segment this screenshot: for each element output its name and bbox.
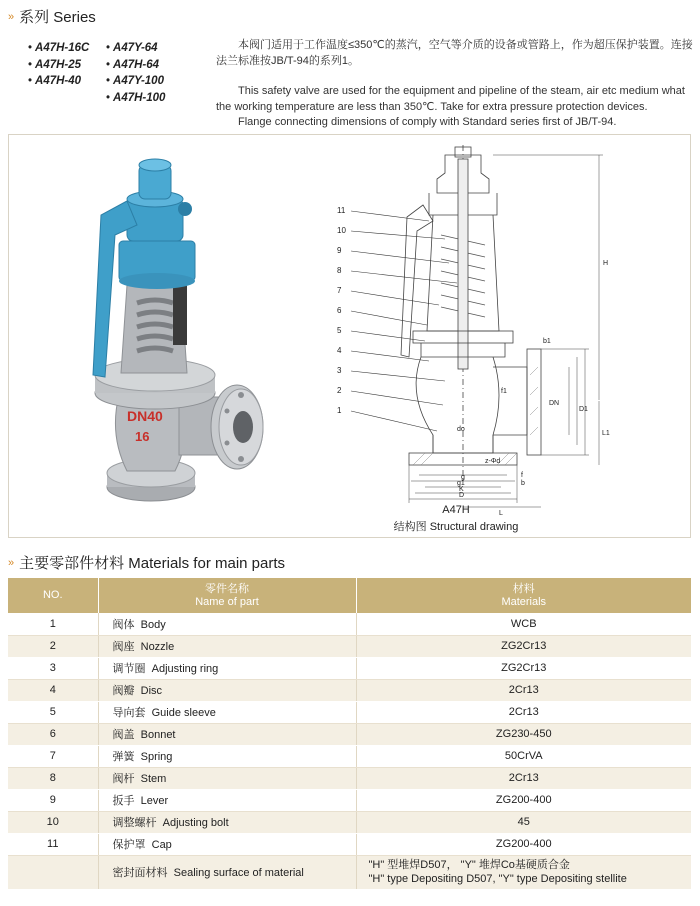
row-number: 2 <box>8 635 98 657</box>
bullet-icon: • <box>28 75 33 87</box>
part-number-label: 5 <box>337 326 342 335</box>
dim-label-d: D <box>459 492 465 499</box>
table-row <box>8 767 691 789</box>
sealing-material-line-1: "H" 型堆焊D507， "Y" 堆焊Co基硬质合金 <box>368 859 570 871</box>
part-name-cell <box>98 657 356 679</box>
part-number-label: 3 <box>337 366 342 375</box>
table-row <box>8 745 691 767</box>
part-number-label: 2 <box>337 386 342 395</box>
part-name-en: Body <box>140 618 166 631</box>
model-item <box>28 73 118 90</box>
row-number: 4 <box>8 679 98 701</box>
model-name: A47H-16C <box>35 42 90 54</box>
figure-panel <box>8 134 691 538</box>
material-cell: ZG2Cr13 <box>356 635 691 657</box>
part-name-en: Guide sleeve <box>151 707 216 719</box>
chevron-right-icon: » <box>8 556 13 569</box>
materials-table-body <box>8 613 691 889</box>
dim-label-b: b <box>521 480 525 487</box>
sealing-name-cell <box>98 855 356 889</box>
material-cell: ZG230-450 <box>356 723 691 745</box>
model-item <box>28 40 118 57</box>
dim-label-f: f <box>521 472 523 479</box>
part-name-cell <box>98 789 356 811</box>
part-name-cn: 调节圈 <box>112 663 146 675</box>
table-row <box>8 635 691 657</box>
part-name-cn: 阀盖 <box>112 729 135 741</box>
part-name-cell <box>98 723 356 745</box>
material-cell: ZG200-400 <box>356 833 691 855</box>
material-cell: 2Cr13 <box>356 767 691 789</box>
part-name-cn: 阀座 <box>112 641 135 653</box>
header-materials-en: Materials <box>501 595 547 608</box>
sealing-name-cn: 密封面材料 <box>112 867 168 879</box>
part-number-label: 8 <box>337 266 342 275</box>
materials-section-title <box>8 552 285 573</box>
dim-label-dn: DN <box>549 400 560 407</box>
part-name-en: Adjusting bolt <box>162 817 229 829</box>
part-name-cell <box>98 811 356 833</box>
material-cell: 2Cr13 <box>356 701 691 723</box>
intro-text <box>216 38 694 131</box>
part-number-label: 6 <box>337 306 342 315</box>
table-row <box>8 723 691 745</box>
dimension-labels <box>457 260 610 517</box>
dim-label-do: do <box>457 426 465 433</box>
model-item <box>106 57 196 74</box>
row-number: 5 <box>8 701 98 723</box>
material-cell: 50CrVA <box>356 745 691 767</box>
row-number: 3 <box>8 657 98 679</box>
bullet-icon: • <box>106 75 111 87</box>
bullet-icon: • <box>28 42 33 54</box>
part-name-cn: 阀杆 <box>112 773 135 785</box>
part-name-cn: 阀体 <box>112 618 135 631</box>
part-number-label: 11 <box>337 206 346 215</box>
material-cell: ZG200-400 <box>356 789 691 811</box>
model-name: A47H-64 <box>113 58 160 71</box>
part-name-cn: 扳手 <box>112 795 135 807</box>
structural-drawing <box>351 145 603 507</box>
materials-table <box>8 578 691 890</box>
intro-chinese: 本阀门适用于工作温度≤350℃的蒸汽，空气等介质的设备或管路上，作为超压保护装置。连接法兰标准按JB/T-94的系列1。 <box>216 39 693 67</box>
model-item <box>106 40 196 57</box>
part-number-labels <box>337 206 346 415</box>
row-number-empty <box>8 855 98 889</box>
dim-label-f1: f1 <box>501 388 507 395</box>
part-name-en: Disc <box>140 685 163 697</box>
part-name-cell <box>98 701 356 723</box>
intro-english-1: This safety valve are used for the equipment and pipeline of the steam, air etc medium what the working temperature are less than 350℃. Take for extra pressure protection devices. <box>216 85 685 113</box>
dim-label-g: g <box>461 474 465 481</box>
part-name-cn: 阀瓣 <box>112 685 135 697</box>
row-number: 7 <box>8 745 98 767</box>
table-row <box>8 789 691 811</box>
model-name: A47H-40 <box>35 75 82 87</box>
drawing-model-caption: A47H <box>442 504 470 516</box>
bullet-icon: • <box>106 42 111 54</box>
dim-label-l: L <box>499 510 503 517</box>
series-section-title <box>8 6 96 27</box>
chevron-right-icon: » <box>8 10 13 23</box>
part-number-label: 10 <box>337 226 346 235</box>
header-no: NO. <box>8 578 98 613</box>
part-name-en: Lever <box>140 795 169 807</box>
drawing-structure-caption: 结构图 Structural drawing <box>393 521 519 533</box>
dim-label-b1: b1 <box>543 338 551 345</box>
row-number: 1 <box>8 613 98 635</box>
dim-label-z-d: z-Φd <box>485 458 501 465</box>
header-part <box>98 578 356 613</box>
part-number-label: 4 <box>337 346 342 355</box>
valve-photo <box>93 159 263 501</box>
model-name: A47Y-64 <box>113 42 158 54</box>
table-row <box>8 613 691 635</box>
table-row <box>8 679 691 701</box>
model-list-column-2 <box>106 40 196 106</box>
model-name: A47Y-100 <box>113 75 164 87</box>
part-name-cell <box>98 833 356 855</box>
materials-title-text: 主要零部件材料 Materials for main parts <box>19 555 286 572</box>
sealing-material-line-2: "H" type Depositing D507, "Y" type Depositing stellite <box>368 873 627 885</box>
table-header-row <box>8 578 691 613</box>
header-part-cn: 零件名称 <box>205 582 249 595</box>
part-name-en: Stem <box>140 773 167 785</box>
table-row-sealing <box>8 855 691 889</box>
material-cell: ZG2Cr13 <box>356 657 691 679</box>
dim-label-g1: g1 <box>457 480 465 487</box>
row-number: 8 <box>8 767 98 789</box>
body-marking-pressure: 16 <box>135 429 150 444</box>
dim-label-k: K <box>459 486 464 493</box>
row-number: 6 <box>8 723 98 745</box>
row-number: 11 <box>8 833 98 855</box>
part-name-en: Cap <box>151 839 172 851</box>
part-name-en: Adjusting ring <box>151 663 219 675</box>
body-marking-dn: DN40 <box>127 408 163 424</box>
part-name-en: Bonnet <box>140 729 176 741</box>
model-item <box>106 73 196 90</box>
material-cell: WCB <box>356 613 691 635</box>
sealing-material-cell <box>356 855 691 889</box>
part-name-en: Spring <box>140 751 173 763</box>
series-title-text: 系列 Series <box>19 9 96 26</box>
material-cell: 45 <box>356 811 691 833</box>
part-name-cn: 保护罩 <box>112 839 146 851</box>
bullet-icon: • <box>106 58 111 71</box>
table-row <box>8 833 691 855</box>
header-materials <box>356 578 691 613</box>
material-cell: 2Cr13 <box>356 679 691 701</box>
row-number: 10 <box>8 811 98 833</box>
part-name-cn: 弹簧 <box>112 751 135 763</box>
bullet-icon: • <box>28 58 33 71</box>
figure-svg <box>9 135 692 539</box>
sealing-name-en: Sealing surface of material <box>173 867 304 879</box>
part-number-label: 7 <box>337 286 342 295</box>
model-list-column-1 <box>28 40 118 90</box>
part-name-cn: 导向套 <box>112 707 146 719</box>
dim-label-d1: D1 <box>579 406 588 413</box>
dim-label-h: H <box>603 260 609 267</box>
bullet-icon: • <box>106 91 111 104</box>
table-row <box>8 701 691 723</box>
table-row <box>8 657 691 679</box>
row-number: 9 <box>8 789 98 811</box>
table-row <box>8 811 691 833</box>
header-materials-cn: 材料 <box>512 582 535 595</box>
part-name-cell <box>98 679 356 701</box>
part-name-cell <box>98 767 356 789</box>
part-name-cell <box>98 635 356 657</box>
dim-label-l1: L1 <box>602 430 610 437</box>
model-item <box>28 57 118 74</box>
model-name: A47H-25 <box>35 58 82 71</box>
part-name-cell <box>98 745 356 767</box>
part-name-en: Nozzle <box>140 641 175 653</box>
model-name: A47H-100 <box>113 91 166 104</box>
part-number-label: 1 <box>337 406 342 415</box>
part-name-cn: 调整螺杆 <box>112 817 157 829</box>
part-number-label: 9 <box>337 246 342 255</box>
model-item <box>106 90 196 107</box>
intro-english-2: Flange connecting dimensions of comply with Standard series first of JB/T-94. <box>238 116 617 128</box>
header-part-en: Name of part <box>195 595 259 608</box>
part-name-cell <box>98 613 356 635</box>
